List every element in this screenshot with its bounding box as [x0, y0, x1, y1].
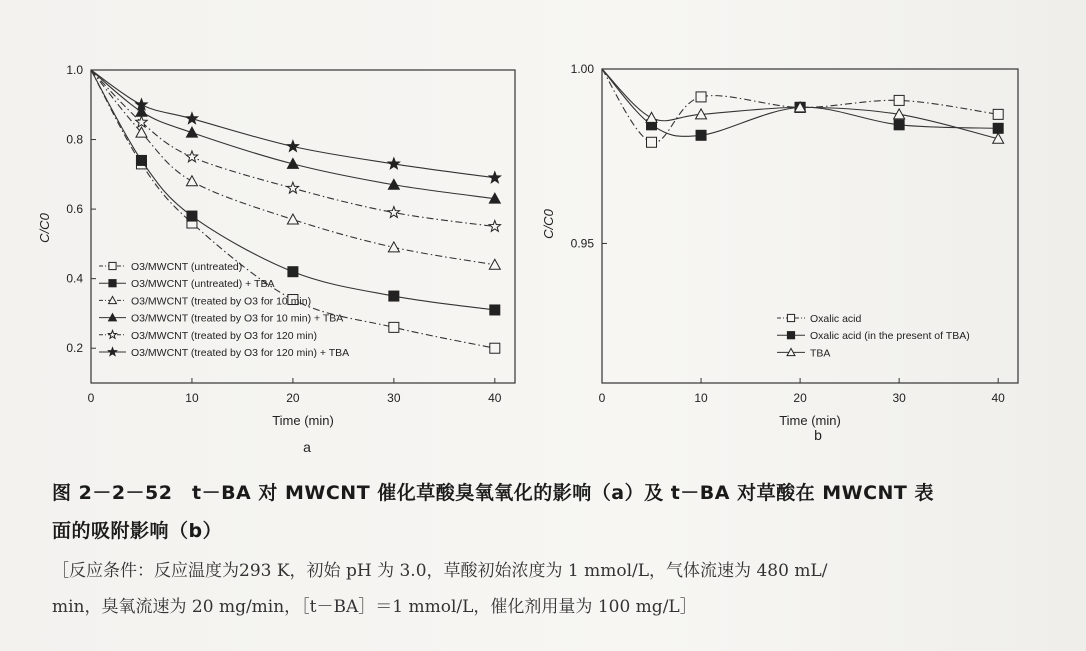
- chart-panel-a: [37, 63, 515, 455]
- legend-label-5: O3/MWCNT (treated by O3 for 120 min) + TBA: [131, 347, 350, 359]
- data-point-series-2: [646, 112, 657, 122]
- data-point-series-5: [186, 113, 197, 124]
- legend-label-2: TBA: [810, 347, 831, 360]
- x-axis-label: Time (min): [272, 413, 334, 428]
- data-point-series-1: [696, 130, 706, 140]
- y-axis-label: C/C0: [541, 209, 556, 239]
- x-tick-label: 20: [793, 391, 807, 405]
- panel-label: a: [303, 439, 311, 455]
- data-point-series-0: [490, 343, 500, 353]
- legend-marker-0: [787, 314, 794, 321]
- x-tick-label: 10: [185, 391, 199, 405]
- x-tick-label: 20: [286, 391, 300, 405]
- data-point-series-1: [389, 291, 399, 301]
- data-point-series-2: [287, 214, 298, 224]
- y-tick-label: 0.2: [66, 341, 83, 356]
- x-tick-label: 40: [991, 391, 1005, 405]
- legend-label-0: O3/MWCNT (untreated): [131, 261, 243, 273]
- data-point-series-4: [186, 151, 197, 162]
- legend-label-0: Oxalic acid: [810, 313, 862, 325]
- x-tick-label: 40: [488, 391, 502, 405]
- legend-label-2: O3/MWCNT (treated by O3 for 10 min): [131, 295, 312, 308]
- data-point-series-0: [993, 109, 1003, 119]
- y-axis-label: C/C0: [37, 213, 52, 243]
- data-point-series-0: [894, 95, 904, 105]
- legend-marker-1: [787, 332, 794, 339]
- data-point-series-1: [288, 267, 298, 277]
- data-point-series-0: [389, 322, 399, 332]
- data-point-series-1: [187, 211, 197, 221]
- legend-marker-1: [109, 280, 116, 287]
- legend-label-1: O3/MWCNT (untreated) + TBA: [131, 278, 275, 291]
- x-tick-label: 0: [87, 391, 95, 405]
- legend-label-3: O3/MWCNT (treated by O3 for 10 min) + TBA: [131, 312, 344, 325]
- data-point-series-3: [186, 127, 197, 137]
- panel-label: b: [814, 427, 822, 443]
- x-tick-label: 10: [694, 391, 708, 405]
- data-point-series-5: [287, 141, 298, 152]
- series-line-3: [91, 70, 495, 199]
- y-tick-label: 0.8: [66, 132, 83, 147]
- y-tick-label: 0.4: [66, 271, 83, 286]
- legend-label-1: Oxalic acid (in the present of TBA): [810, 330, 970, 343]
- data-point-series-1: [993, 123, 1003, 133]
- data-point-series-4: [388, 207, 399, 218]
- data-point-series-4: [489, 221, 500, 232]
- y-tick-label: 0.95: [570, 236, 594, 251]
- data-point-series-5: [489, 172, 500, 183]
- legend-marker-4: [108, 330, 116, 338]
- x-tick-label: 0: [598, 391, 606, 405]
- data-point-series-0: [696, 92, 706, 102]
- x-tick-label: 30: [892, 391, 906, 405]
- data-point-series-1: [894, 120, 904, 130]
- chart-panel-b: [541, 62, 1018, 443]
- x-tick-label: 30: [387, 391, 401, 405]
- data-point-series-2: [186, 176, 197, 186]
- data-point-series-1: [490, 305, 500, 315]
- legend-marker-5: [108, 348, 116, 356]
- y-tick-label: 1.00: [570, 62, 594, 76]
- data-point-series-1: [136, 155, 146, 165]
- y-tick-label: 1.0: [66, 63, 83, 77]
- caption-title-line2: 面的吸附影响（b）: [52, 520, 223, 542]
- legend-label-4: O3/MWCNT (treated by O3 for 120 min): [131, 329, 317, 342]
- data-point-series-0: [647, 137, 657, 147]
- data-point-series-2: [388, 242, 399, 252]
- caption-note-line1: ［反应条件：反应温度为293 K，初始 pH 为 3.0，草酸初始浓度为 1 mmol/L，气体流速为 480 mL/: [52, 561, 828, 581]
- data-point-series-4: [287, 182, 298, 193]
- x-axis-label: Time (min): [779, 413, 841, 428]
- caption-note-line2: min，臭氧流速为 20 mg/min，［t－BA］＝1 mmol/L，催化剂用量为 100 mg/L］: [52, 597, 697, 617]
- legend-marker-0: [109, 262, 116, 269]
- y-tick-label: 0.6: [66, 202, 83, 217]
- data-point-series-2: [489, 259, 500, 269]
- data-point-series-5: [388, 158, 399, 169]
- caption-title-line1: 图 2－2－52 t－BA 对 MWCNT 催化草酸臭氧氧化的影响（a）及 t－BA 对草酸在 MWCNT 表: [52, 482, 935, 504]
